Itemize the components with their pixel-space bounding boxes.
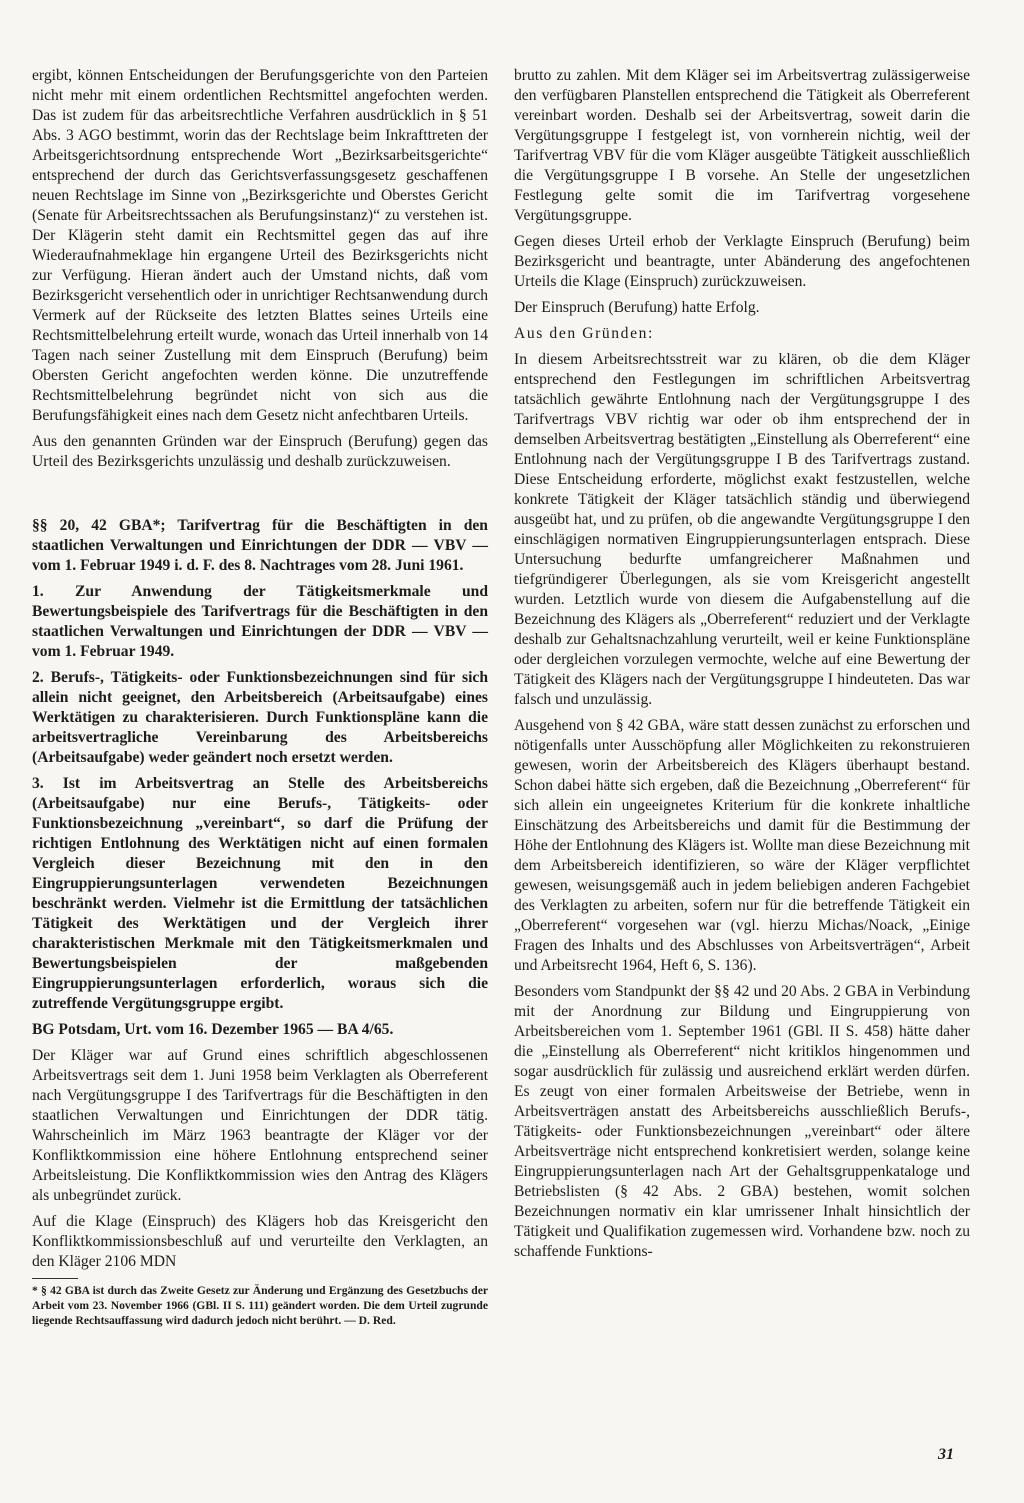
right-column (514, 66, 970, 1268)
body-paragraph: Der Einspruch (Berufung) hatte Erfolg. (514, 299, 760, 316)
body-paragraph: Aus den genannten Gründen war der Einspruch (Berufung) gegen das Urteil des Bezirksgerichts unzulässig und deshalb zurückzuweisen. (32, 433, 488, 470)
headnote: 1. Zur Anwendung der Tätigkeitsmerkmale und Bewertungsbeispiele des Tarifvertrags für die Beschäftigten in den staatlichen Verwaltungen und Einrichtungen der DDR — VBV — vom 1. Februar 1949. (32, 583, 488, 660)
reasons-heading: Aus den Gründen: (514, 325, 654, 342)
body-paragraph: In diesem Arbeitsrechtsstreit war zu klären, ob die dem Kläger entsprechend den Festlegungen im schriftlichen Arbeitsvertrag tatsächlich gewährte Entlohnung nach der Vergütungsgruppe I des Tarifvertrags VBV richtig war oder ob ihm entsprechend der in demselben Arbeitsvertrag bestätigten „Einstellung als Oberreferent“ eine Entlohnung nach der Vergütungsgruppe I B des Tarifvertrags zustand. Diese Entscheidung erforderte, möglichst exakt festzustellen, welche konkrete Tätigkeit der Kläger tatsächlich ständig und überwiegend ausgeübt hat, und zu prüfen, ob die angewandte Vergütungsgruppe I den einschlägigen normativen Eingruppierungsunterlagen entsprach. Diese Untersuchung bedurfte umfangreicherer Maßnahmen und tiefgründigerer Überlegungen, als sie vom Kreisgericht angestellt wurden. Letztlich wurde von diesem die Aufgabenstellung auf die Bezeichnung des Klägers als „Oberreferent“ reduziert und der Verklagte deshalb zur Gehaltsnachzahlung verurteilt, weil er keine Funktionspläne oder dergleichen vorzulegen vermochte, welche auf eine Bewertung der Tätigkeit des Klägers nach der Vergütungsgruppe I hindeuteten. Das war falsch und unzulässig. (514, 351, 970, 708)
headnote: 2. Berufs-, Tätigkeits- oder Funktionsbezeichnungen sind für sich allein nicht geeignet, den Arbeitsbereich (Arbeitsaufgabe) eines Werktätigen zu charakterisieren. Durch Funktionspläne kann die arbeitsvertragliche Vereinbarung des Arbeitsbereichs (Arbeitsaufgabe) weder geändert noch ersetzt werden. (32, 669, 488, 766)
body-paragraph: Auf die Klage (Einspruch) des Klägers hob das Kreisgericht den Konfliktkommissionsbeschluß auf und verurteilte den Verklagten, an den Kläger 2106 MDN (32, 1213, 488, 1270)
body-paragraph: ergibt, können Entscheidungen der Berufungsgerichte von den Parteien nicht mehr mit einem ordentlichen Rechtsmittel angefochten werden. Das ist zudem für das arbeitsrechtliche Verfahren ausdrücklich in § 51 Abs. 3 AGO bestimmt, worin das der Rechtslage beim Inkrafttreten der Arbeitsgerichtsordnung entsprechende Wort „Bezirksarbeitsgerichte“ entsprechend der durch das Gerichtsverfassungsgesetz geschaffenen neuen Rechtslage im Sinne von „Bezirksgerichte und Oberstes Gericht (Senate für Arbeitsrechtssachen als Berufungsinstanz)“ zu verstehen ist. Der Klägerin steht damit ein Rechtsmittel gegen das auf ihre Wiederaufnahmeklage hin ergangene Urteil des Bezirksgerichts nicht zur Verfügung. Hieran ändert auch der Umstand nichts, daß vom Bezirksgericht versehentlich oder in unrichtiger Rechtsanwendung durch Vermerk auf der Rückseite des letzten Blattes seines Urteils eine Rechtsmittelbelehrung erteilt wurde, wonach das Urteil innerhalb von 14 Tagen nach seiner Zustellung mit dem Einspruch (Berufung) beim Obersten Gericht angefochten werden könne. Die unzutreffende Rechtsmittelbelehrung begründet nicht von sich aus die Berufungsfähigkeit eines nach dem Gesetz nicht anfechtbaren Urteils. (32, 67, 488, 424)
footnote: * § 42 GBA ist durch das Zweite Gesetz zur Änderung und Ergänzung des Gesetzbuchs der Arbeit vom 23. November 1966 (GBl. II S. 111) geändert worden. Die dem Urteil zugrunde liegende Rechtsauffassung wird dadurch jedoch nicht berührt. — D. Red. (32, 1284, 488, 1327)
headnote: 3. Ist im Arbeitsvertrag an Stelle des Arbeitsbereichs (Arbeitsaufgabe) nur eine Berufs-, Tätigkeits- oder Funktionsbezeichnung „vereinbart“, so darf die Prüfung der richtigen Entlohnung des Werktätigen nicht auf einen formalen Vergleich dieser Bezeichnung mit den in den Eingruppierungsunterlagen verwendeten Bezeichnungen beschränkt werden. Vielmehr ist die Ermittlung der tatsächlichen Tätigkeit des Werktätigen und der Vergleich ihrer charakteristischen Merkmale mit den Tätigkeitsmerkmalen und Bewertungsbeispielen der maßgebenden Eingruppierungsunterlagen erforderlich, woraus sich die zutreffende Vergütungsgruppe ergibt. (32, 775, 488, 1012)
body-paragraph: brutto zu zahlen. Mit dem Kläger sei im Arbeitsvertrag zulässigerweise den verfügbaren Planstellen entsprechend die Tätigkeit als Oberreferent vereinbart worden. Deshalb sei der Arbeitsvertrag, soweit darin die Vergütungsgruppe I festgelegt ist, von vornherein nichtig, weil der Tarifvertrag VBV für die vom Kläger ausgeübte Tätigkeit ausschließlich die Vergütungsgruppe I B vorsehe. An Stelle der ungesetzlichen Festlegung gelte somit die im Tarifvertrag vorgesehene Vergütungsgruppe. (514, 67, 970, 224)
body-paragraph: Gegen dieses Urteil erhob der Verklagte Einspruch (Berufung) beim Bezirksgericht und beantragte, unter Abänderung des angefochtenen Urteils die Klage (Einspruch) zurückzuweisen. (514, 233, 970, 290)
page-number: 31 (938, 1446, 954, 1463)
court-line: BG Potsdam, Urt. vom 16. Dezember 1965 — BA 4/65. (32, 1021, 394, 1038)
footnote-rule (32, 1278, 78, 1279)
section-gap (32, 478, 488, 516)
body-paragraph: Besonders vom Standpunkt der §§ 42 und 20 Abs. 2 GBA in Verbindung mit der Anordnung zur Bildung und Eingruppierung von Arbeitsbereichen vom 1. September 1961 (GBl. II S. 458) hätte daher die „Einstellung als Oberreferent“ nicht kritiklos hingenommen und sogar ausdrücklich für zulässig und ausreichend erklärt werden dürfen. Es zeugt von einer formalen Arbeitsweise der Betriebe, wenn in Arbeitsverträgen anstatt des Arbeitsbereichs ausschließlich Berufs-, Tätigkeits- oder Funktionsbezeichnungen „vereinbart“ oder ältere Arbeitsverträge nicht entsprechend konkretisiert werden, solange keine Eingruppierungsunterlagen nach Art der Gehaltsgruppenkataloge und Betriebslisten (§ 42 Abs. 2 GBA) bestehen, womit solchen Bezeichnungen normativ ein klar umrissener Inhalt hinsichtlich der Tätigkeit und Qualifikation zugemessen wird. Vorhandene bzw. noch zu schaffende Funktions- (514, 983, 970, 1260)
decision-heading: §§ 20, 42 GBA*; Tarifvertrag für die Beschäftigten in den staatlichen Verwaltungen und Einrichtungen der DDR — VBV — vom 1. Februar 1949 i. d. F. des 8. Nachtrages vom 28. Juni 1961. (32, 517, 488, 574)
body-paragraph: Der Kläger war auf Grund eines schriftlich abgeschlossenen Arbeitsvertrags seit dem 1. Juni 1958 beim Verklagten als Oberreferent nach Vergütungsgruppe I des Tarifvertrags für die Beschäftigten in den staatlichen Verwaltungen und Einrichtungen der DDR tätig. Wahrscheinlich im März 1963 beantragte der Kläger vor der Konfliktkommission eine höhere Entlohnung entsprechend seiner Arbeitsleistung. Die Konfliktkommission wies den Antrag des Klägers als unbegründet zurück. (32, 1047, 488, 1204)
body-paragraph: Ausgehend von § 42 GBA, wäre statt dessen zunächst zu erforschen und nötigenfalls unter Ausschöpfung aller Möglichkeiten zu rekonstruieren gewesen, worin der Arbeitsbereich des Klägers überhaupt bestand. Schon dabei hätte sich ergeben, daß die Bezeichnung „Oberreferent“ für sich allein ein ungeeignetes Kriterium für die konkrete inhaltliche Einschätzung des Arbeitsbereichs und damit für die Bestimmung der Höhe der Entlohnung des Klägers ist. Wollte man diese Bezeichnung mit dem Arbeitsbereich identifizieren, so wäre der Kläger verpflichtet gewesen, weisungsgemäß auch in jedem beliebigen anderen Fachgebiet des Verklagten zu arbeiten, sofern nur für die betreffende Tätigkeit ein „Oberreferent“ vorgesehen war (vgl. hierzu Michas/Noack, „Einige Fragen des Inhalts und des Abschlusses von Arbeitsverträgen“, Arbeit und Arbeitsrecht 1964, Heft 6, S. 136). (514, 717, 970, 974)
left-column (32, 66, 488, 1328)
